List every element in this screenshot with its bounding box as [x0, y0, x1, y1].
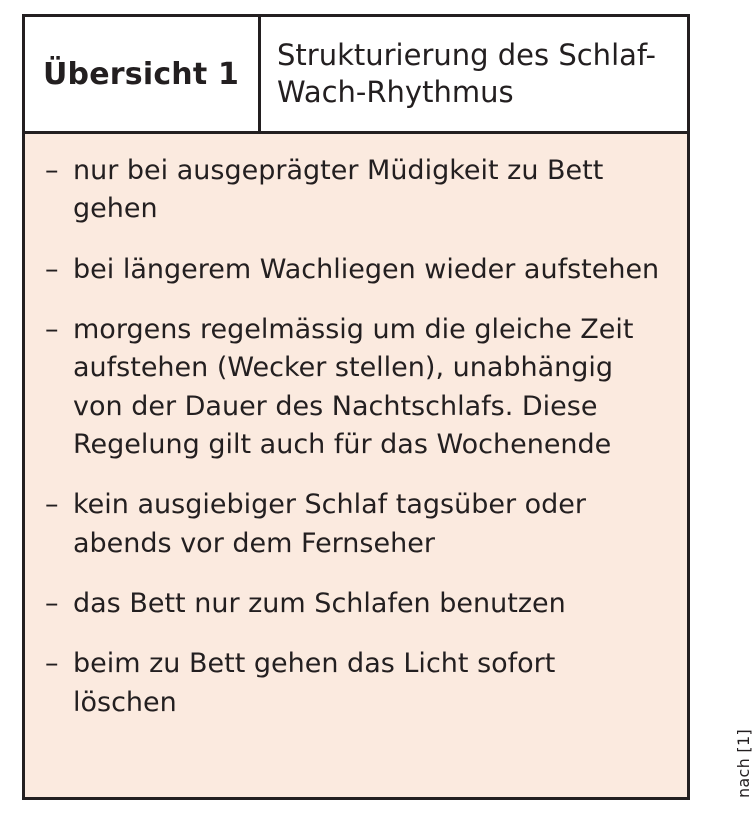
info-box	[22, 14, 690, 800]
recommendation-list	[25, 134, 687, 732]
dash-marker-icon: –	[45, 313, 59, 345]
dash-marker-icon: –	[45, 253, 59, 285]
box-label: Übersicht 1	[25, 17, 261, 131]
list-item	[45, 645, 667, 722]
box-header	[25, 17, 687, 134]
source-note: nach [1]	[734, 728, 753, 798]
dash-marker-icon: –	[45, 155, 59, 186]
dash-marker-icon: –	[45, 587, 59, 619]
list-item-text: das Bett nur zum Schlafen benutzen	[73, 587, 566, 619]
list-item-text: nur bei ausgeprägter Müdigkeit zu Bett gehen	[73, 155, 604, 225]
dash-marker-icon: –	[45, 648, 59, 680]
list-item	[45, 585, 667, 623]
list-item	[45, 251, 667, 289]
dash-marker-icon: –	[45, 489, 59, 521]
list-item	[45, 311, 667, 464]
list-item	[45, 152, 667, 229]
box-title: Strukturierung des Schlaf-Wach-Rhythmus	[277, 37, 656, 109]
list-item	[45, 486, 667, 563]
list-item-text: beim zu Bett gehen das Licht sofort löschen	[73, 648, 556, 718]
list-item-text: morgens regelmässig um die gleiche Zeit aufstehen (Wecker stellen), unabhängig von der Dauer des Nachtschlafs. Diese Regelung gilt auch für das Wochenende	[73, 313, 634, 460]
list-item-text: bei längerem Wachliegen wieder aufstehen	[73, 253, 660, 285]
list-item-text: kein ausgiebiger Schlaf tagsüber oder abends vor dem Fernseher	[73, 489, 587, 559]
